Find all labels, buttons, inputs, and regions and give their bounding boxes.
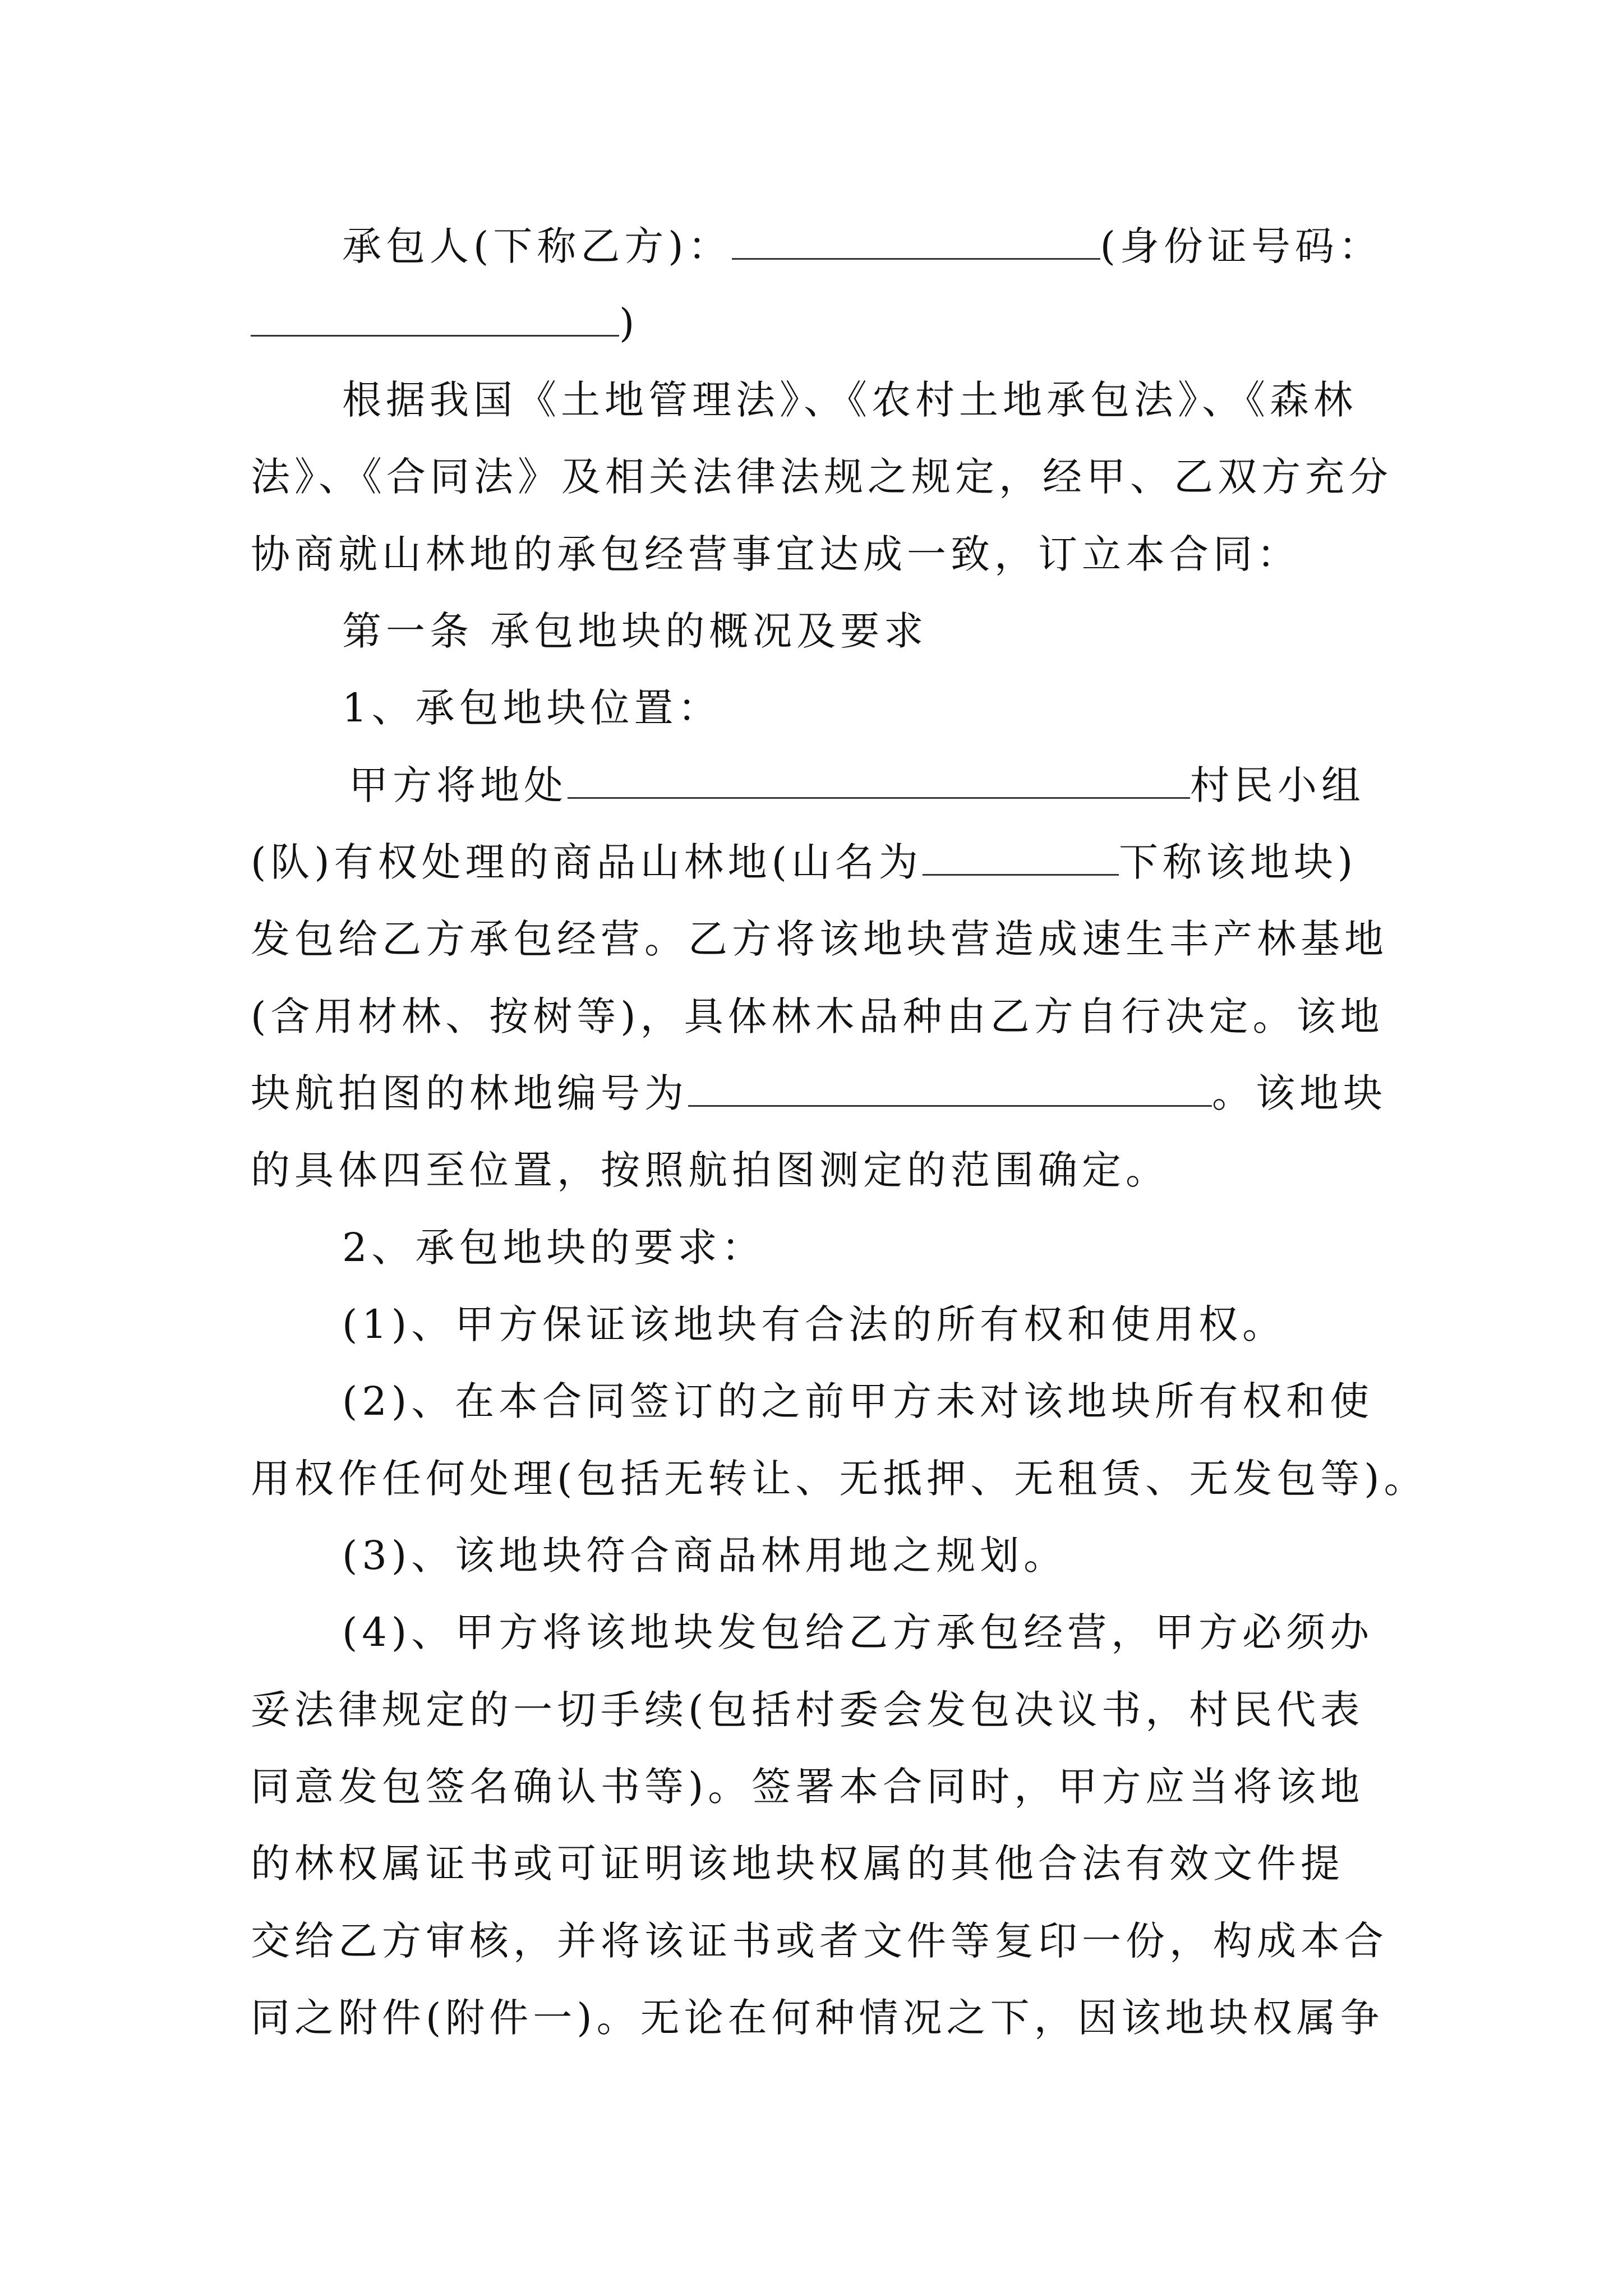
paragraph-line: (1)、甲方保证该地块有合法的所有权和使用权。 bbox=[342, 1301, 1287, 1347]
paragraph-line: 同意发包签名确认书等)。签署本合同时，甲方应当将该地 bbox=[251, 1764, 1364, 1810]
paragraph-line: 用权作任何处理(包括无转让、无抵押、无租赁、无发包等)。 bbox=[251, 1456, 1428, 1502]
party-b-name-blank[interactable] bbox=[732, 224, 1100, 260]
paragraph-line: 妥法律规定的一切手续(包括村委会发包决议书，村民代表 bbox=[251, 1687, 1364, 1733]
text: (队)有权处理的商品山林地(山名为 bbox=[251, 839, 923, 885]
location-blank[interactable] bbox=[568, 763, 1190, 799]
party-b-label: 承包人(下称乙方)： bbox=[342, 223, 732, 269]
text: 。该地块 bbox=[1212, 1070, 1387, 1116]
paragraph-line: 交给乙方审核，并将该证书或者文件等复印一份，构成本合 bbox=[251, 1918, 1388, 1964]
id-number-label: (身份证号码： bbox=[1100, 223, 1382, 269]
paragraph-line: 根据我国《土地管理法》、《农村土地承包法》、《森林 bbox=[342, 377, 1357, 423]
close-paren: ) bbox=[619, 300, 639, 346]
party-b-line bbox=[342, 208, 1382, 285]
paragraph-line: 同之附件(附件一)。无论在何种情况之下，因该地块权属争 bbox=[251, 1995, 1384, 2041]
text: 甲方将地处 bbox=[349, 762, 568, 808]
text: 下称该地块) bbox=[1118, 839, 1358, 885]
section-heading: 1、承包地块位置： bbox=[342, 685, 722, 731]
mountain-name-blank[interactable] bbox=[923, 840, 1119, 876]
paragraph-line: 的具体四至位置，按照航拍图测定的范围确定。 bbox=[251, 1147, 1169, 1193]
paragraph-line: 发包给乙方承包经营。乙方将该地块营造成速生丰产林基地 bbox=[251, 916, 1388, 962]
id-number-line bbox=[251, 285, 639, 362]
paragraph-line: 的林权属证书或可证明该地块权属的其他合法有效文件提 bbox=[251, 1841, 1344, 1887]
mountain-name-line bbox=[251, 824, 1357, 901]
paragraph-line: (含用材林、按树等)，具体林木品种由乙方自行决定。该地 bbox=[251, 993, 1384, 1039]
text: 块航拍图的林地编号为 bbox=[251, 1070, 688, 1116]
paragraph-line: 法》、《合同法》及相关法律法规之规定，经甲、乙双方充分 bbox=[251, 454, 1393, 500]
forest-number-line bbox=[251, 1055, 1387, 1132]
text: 村民小组 bbox=[1190, 762, 1365, 808]
paragraph-line: (2)、在本合同签订的之前甲方未对该地块所有权和使 bbox=[342, 1378, 1374, 1424]
section-heading: 2、承包地块的要求： bbox=[342, 1225, 766, 1271]
paragraph-line: 协商就山林地的承包经营事宜达成一致，订立本合同： bbox=[251, 531, 1301, 577]
paragraph-line: (3)、该地块符合商品林用地之规划。 bbox=[342, 1533, 1068, 1579]
forest-number-blank[interactable] bbox=[688, 1071, 1212, 1107]
location-line bbox=[349, 747, 1365, 824]
paragraph-line: (4)、甲方将该地块发包给乙方承包经营，甲方必须办 bbox=[342, 1609, 1374, 1655]
id-number-blank[interactable] bbox=[251, 301, 619, 337]
article-1-heading: 第一条 承包地块的概况及要求 bbox=[342, 608, 928, 654]
